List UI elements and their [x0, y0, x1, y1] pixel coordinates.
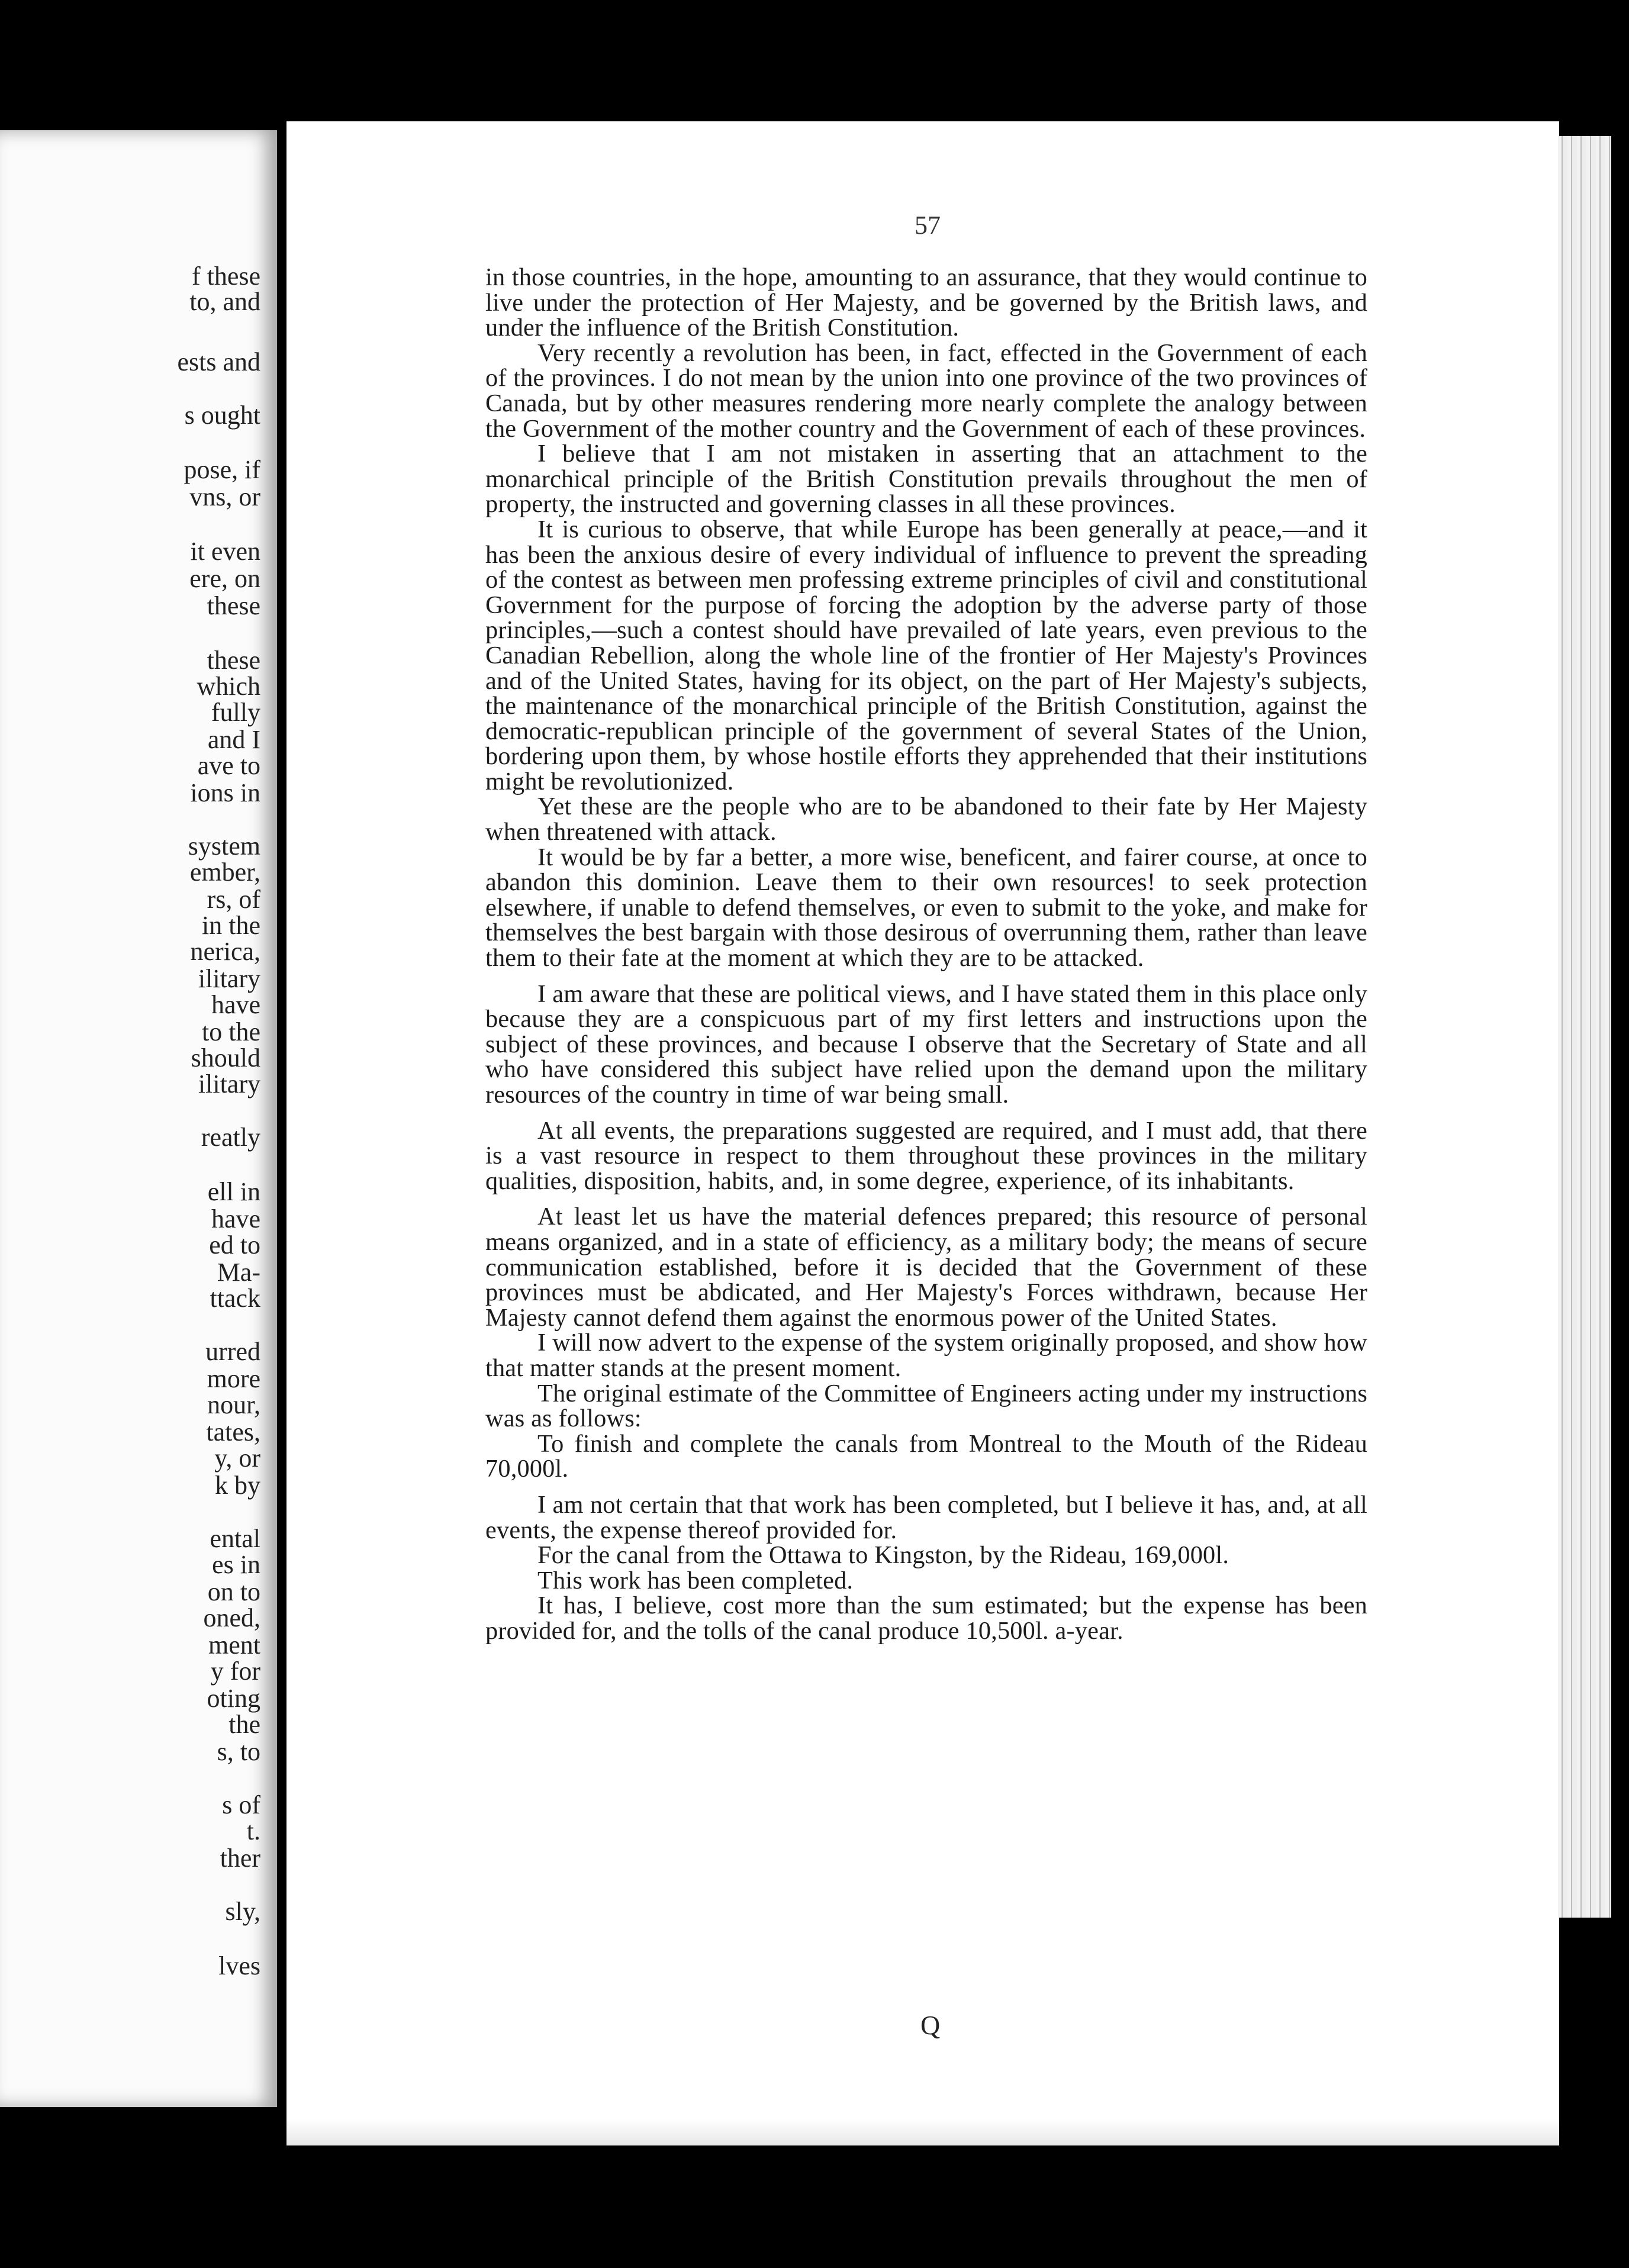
paragraph: It would be by far a better, a more wise, beneficent, and fairer course, at once to abandon this dominion. Leave them to their own resources! to seek protection elsewhere, if unable to defend themselves, or even to submit to the yoke, and make for themselves the best bargain with those desirous of overrunning them, rather than leave them to their fate at the moment at which they are to be attacked.	[485, 843, 1367, 972]
left-page-fragment-line: have	[211, 990, 260, 1019]
left-page-fragment-line: more	[207, 1364, 260, 1393]
left-page-fragment-line: the	[228, 1710, 260, 1739]
left-page-fragment-line: nour,	[207, 1390, 260, 1419]
paragraph: This work has been completed.	[537, 1566, 854, 1594]
paragraph: At all events, the preparations suggested are required, and I must add, that there is a vast resource in respect to them throughout these provinces in the military qualities, disposition, habits, and, in some degree, experience, of its inhabitants.	[485, 1116, 1367, 1195]
left-page-fragment-line: oned,	[203, 1603, 260, 1632]
paragraph: I am not certain that that work has been completed, but I believe it has, and, at all events, the expense thereof provided for.	[485, 1490, 1367, 1544]
left-page-fragment-line: y for	[210, 1657, 260, 1686]
left-page-fragment-line: t.	[246, 1816, 260, 1845]
left-page-fragment-line: vns, or	[189, 482, 260, 511]
left-page-fragment-line: ions in	[190, 778, 260, 807]
left-page-fragment-line: s ought	[184, 401, 260, 430]
left-page-fragment-line: ests and	[177, 347, 260, 376]
paragraph: I am aware that these are political views, and I have stated them in this place only because they are a conspicuous part of my first letters and instructions upon the subject of these provinces, and because I observe that the Secretary of State and all who have considered this subject have relied upon the demand upon the military resources of the country in time of war being small.	[485, 980, 1367, 1109]
left-page-fragment-line: in the	[202, 911, 260, 940]
left-page-fragment-line: ilitary	[198, 964, 260, 993]
left-page-fragment-line: es in	[212, 1550, 260, 1579]
paragraph: Yet these are the people who are to be abandoned to their fate by Her Majesty when threatened with attack.	[485, 792, 1367, 846]
left-page-fragment-line: s of	[222, 1790, 260, 1819]
paragraph: Very recently a revolution has been, in fact, effected in the Government of each of the provinces. I do not mean by the union into one province of the two provinces of Canada, but by other measures rendering more nearly complete the analogy between the Government of the mother country and the Government of each of these provinces.	[485, 339, 1367, 443]
signature-mark: Q	[920, 2010, 941, 2040]
left-page-fragment-line: nerica,	[190, 937, 260, 966]
left-page-fragment-line: ed to	[209, 1230, 260, 1259]
left-page-fragment-line: ment	[208, 1631, 260, 1660]
left-page-fragment-line: these	[207, 591, 260, 620]
left-page-fragment-line: sly,	[225, 1897, 260, 1926]
left-page-fragment-line: on to	[207, 1577, 260, 1606]
left-page-fragment-line: to the	[202, 1017, 260, 1046]
left-page-fragment-line: rs, of	[207, 885, 260, 914]
left-page-fragment-line: lves	[218, 1951, 260, 1980]
paragraph: The original estimate of the Committee of Engineers acting under my instructions was as follows:	[485, 1379, 1367, 1433]
left-page-fragment-line: oting	[207, 1684, 260, 1713]
left-page-fragment-line: which	[197, 672, 260, 701]
paragraph: I will now advert to the expense of the system originally proposed, and show how that matter stands at the present moment.	[485, 1329, 1367, 1382]
left-page-fragment-line: ther	[220, 1844, 260, 1873]
left-page-fragment-line: to, and	[189, 287, 260, 316]
left-page-fragment-line: f these	[191, 262, 260, 291]
left-page-fragment-line: ental	[210, 1524, 260, 1553]
paragraph: To finish and complete the canals from Montreal to the Mouth of the Rideau 70,000l.	[485, 1429, 1367, 1483]
paragraph: At least let us have the material defences prepared; this resource of personal means organized, and in a state of efficiency, as a military body; the means of secure communication established, before it is decided that the Government of these provinces must be abdicated, and Her Majesty's Forces withdrawn, because Her Majesty cannot defend them against the enormous power of the United States.	[485, 1203, 1367, 1332]
body-text	[485, 265, 1367, 1644]
left-page-fragment-line: reatly	[201, 1123, 260, 1152]
left-page-fragment-line: k by	[215, 1471, 260, 1500]
paragraph: For the canal from the Ottawa to Kingston, by the Rideau, 169,000l.	[537, 1541, 1229, 1570]
left-page-fragment-line: and I	[207, 725, 260, 754]
left-page-fragment-line: ilitary	[198, 1069, 260, 1098]
left-page-fragment-line: tates,	[206, 1418, 260, 1447]
left-page-fragment-line: it even	[190, 537, 260, 566]
left-page-fragment-line: have	[211, 1204, 260, 1233]
page-number: 57	[915, 211, 941, 240]
left-page-fragment-line: ere, on	[189, 564, 260, 593]
left-page-fragment-line: fully	[211, 698, 260, 727]
left-page-fragment-line: pose, if	[183, 455, 260, 484]
left-page-fragment-line: ell in	[207, 1177, 260, 1206]
left-page-fragment-line: y, or	[214, 1444, 260, 1473]
page-edges	[1558, 136, 1611, 1918]
left-page-fragment-line: should	[191, 1043, 260, 1072]
left-page-fragment-line: s, to	[217, 1737, 260, 1766]
left-page-fragment-line: ember,	[189, 858, 260, 887]
left-page-fragment-line: system	[188, 832, 260, 861]
paragraph: in those countries, in the hope, amounting to an assurance, that they would continue to live under the protection of Her Majesty, and be governed by the British laws, and under the influence of the British Constitution.	[485, 263, 1367, 342]
paragraph: It has, I believe, cost more than the sum estimated; but the expense has been provided for, and the tolls of the canal produce 10,500l. a-year.	[485, 1592, 1367, 1645]
paragraph: It is curious to observe, that while Europe has been generally at peace,—and it has been the anxious desire of every individual of influence to prevent the spreading of the contest as between men professing extreme principles of civil and constitutional Government for the purpose of forcing the adoption by the adverse party of those principles,—such a contest should have prevailed of late years, even previous to the Canadian Rebellion, along the whole line of the frontier of Her Majesty's Provinces and of the United States, having for its object, on the part of Her Majesty's subjects, the maintenance of the monarchical principle of the British Constitution, against the democratic-republican principle of the government of several States of the Union, bordering upon them, by whose hostile efforts they apprehended that their institutions might be revolutionized.	[485, 515, 1367, 795]
left-page-fragment-line: these	[207, 646, 260, 675]
left-page-fragment	[0, 130, 277, 2107]
left-page-fragment-line: urred	[205, 1337, 260, 1366]
paragraph: I believe that I am not mistaken in asserting that an attachment to the monarchical principle of the British Constitution prevails throughout the men of property, the instructed and governing classes in all these provinces.	[485, 440, 1367, 518]
left-page-fragment-line: ave to	[197, 751, 260, 780]
page-bottom-shadow	[286, 2119, 1559, 2145]
left-page-fragment-line: Ma-	[217, 1258, 260, 1287]
left-page-fragment-line: ttack	[210, 1284, 260, 1313]
